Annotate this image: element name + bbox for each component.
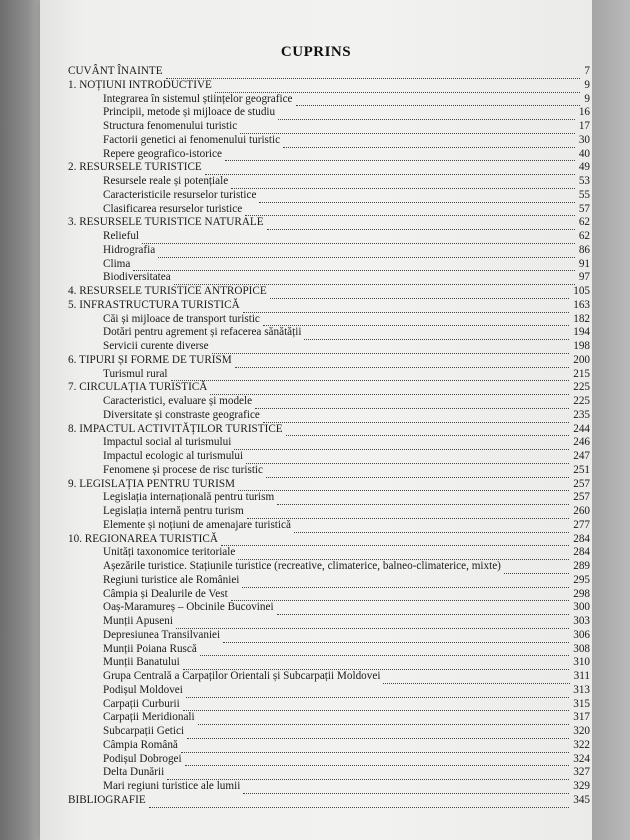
dot-leader	[133, 269, 575, 271]
toc-entry-label: Integrarea în sistemul științelor geografice	[103, 92, 293, 105]
toc-entry-label: Delta Dunării	[103, 766, 165, 779]
toc-entry-label: Munții Apuseni	[103, 615, 173, 627]
page-edge	[592, 0, 630, 840]
toc-chapter	[68, 355, 590, 369]
toc-entry-page-number: 55	[578, 188, 590, 201]
dot-leader	[210, 393, 569, 395]
toc-entry-page-number: 284	[573, 532, 590, 545]
toc-entry-label: Carpații Meridionali	[103, 711, 195, 724]
toc-subsection	[68, 492, 590, 506]
dot-leader	[205, 173, 575, 175]
toc-entry-label: Podișul Dobrogei	[103, 752, 182, 765]
dot-leader	[223, 641, 569, 643]
toc-entry-page-number: 16	[578, 106, 590, 119]
dot-leader	[240, 132, 575, 134]
toc-chapter	[68, 80, 590, 94]
dot-leader	[212, 352, 569, 354]
toc-entry-page-number: 251	[573, 463, 590, 476]
toc-entry-label: Hidrografia	[103, 243, 156, 256]
toc-subsection	[68, 506, 590, 520]
toc-subsection	[68, 94, 590, 108]
toc-entry-label: Resursele reale și potențiale	[103, 175, 229, 187]
toc-entry-page-number: 311	[573, 670, 590, 682]
toc-entry-label: Diversitate și constraste geografice	[103, 408, 260, 421]
toc-subsection	[68, 685, 590, 699]
toc-entry-label: 5. INFRASTRUCTURA TURISTICĂ	[68, 298, 240, 311]
dot-leader	[277, 503, 569, 505]
toc-entry-label: Servicii curente diverse	[103, 340, 209, 352]
toc-entry-label: Turismul rural	[103, 367, 168, 380]
toc-entry-page-number: 182	[573, 312, 590, 325]
toc-subsection	[68, 272, 590, 286]
toc-entry-label: Factorii genetici ai fenomenului turistic	[103, 133, 281, 146]
dot-leader	[270, 297, 569, 299]
toc-entry-label: Impactul ecologic al turismului	[103, 450, 244, 462]
toc-entry-page-number: 257	[573, 491, 590, 504]
toc-entry-label: 8. IMPACTUL ACTIVITĂȚILOR TURISTICE	[68, 422, 283, 435]
toc-entry-page-number: 225	[573, 381, 590, 394]
toc-entry-page-number: 284	[573, 546, 590, 559]
dot-leader	[231, 187, 575, 189]
dot-leader	[294, 531, 569, 533]
toc-subsection	[68, 740, 590, 754]
dot-leader	[286, 434, 569, 436]
dot-leader	[200, 654, 569, 656]
dot-leader	[259, 201, 575, 203]
toc-subsection	[68, 176, 590, 190]
toc-subsection	[68, 149, 590, 163]
toc-entry-page-number: 308	[573, 642, 590, 655]
toc-subsection	[68, 589, 590, 603]
dot-leader	[263, 324, 569, 326]
dot-leader	[142, 242, 575, 244]
dot-leader	[185, 764, 569, 766]
toc-entry-label: Legislația internă pentru turism	[103, 505, 244, 517]
toc-chapter	[68, 286, 590, 300]
toc-subsection	[68, 107, 590, 121]
dot-leader	[198, 723, 569, 725]
toc-entry-page-number: 300	[573, 601, 590, 614]
toc-subsection	[68, 575, 590, 589]
toc-entry-page-number: 97	[578, 271, 590, 284]
toc-entry-page-number: 91	[578, 257, 590, 270]
toc-entry-page-number: 215	[573, 367, 590, 380]
toc-chapter	[68, 534, 590, 548]
toc-entry-page-number: 345	[573, 793, 590, 806]
toc-entry-page-number: 62	[578, 230, 590, 242]
toc-entry-page-number: 53	[578, 175, 590, 187]
toc-chapter	[68, 795, 590, 809]
toc-entry-label: Subcarpații Getici	[103, 725, 185, 737]
toc-subsection	[68, 630, 590, 644]
toc-subsection	[68, 121, 590, 135]
toc-entry-page-number: 163	[573, 298, 590, 311]
table-of-contents	[68, 66, 590, 809]
toc-entry-page-number: 7	[584, 65, 590, 77]
toc-entry-page-number: 315	[573, 697, 590, 710]
toc-entry-label: Așezările turistice. Stațiunile turistice (recreative, climaterice, balneo-climaterice, mixte)	[103, 560, 501, 572]
toc-subsection	[68, 437, 590, 451]
toc-entry-label: Podișul Moldovei	[103, 683, 183, 696]
toc-subsection	[68, 190, 590, 204]
toc-subsection	[68, 204, 590, 218]
toc-entry-page-number: 306	[573, 628, 590, 641]
toc-subsection	[68, 259, 590, 273]
dot-leader	[247, 517, 569, 519]
page-title: CUPRINS	[280, 44, 352, 60]
dot-leader	[231, 599, 569, 601]
toc-entry-page-number: 329	[573, 780, 590, 792]
toc-entry-label: Biodiversitatea	[103, 271, 171, 284]
toc-entry-label: 9. LEGISLAȚIA PENTRU TURISM	[68, 477, 235, 490]
toc-chapter	[68, 300, 590, 314]
dot-leader	[242, 586, 569, 588]
toc-entry-page-number: 295	[573, 573, 590, 586]
dot-leader	[158, 256, 575, 258]
toc-subsection	[68, 314, 590, 328]
dot-leader	[296, 104, 580, 106]
toc-entry-page-number: 105	[573, 285, 590, 297]
toc-entry-label: 6. TIPURI ȘI FORME DE TURISM	[68, 353, 232, 366]
toc-entry-page-number: 289	[573, 560, 590, 572]
dot-leader	[235, 366, 569, 368]
toc-chapter	[68, 217, 590, 231]
toc-entry-page-number: 303	[573, 615, 590, 627]
dot-leader	[277, 613, 569, 615]
toc-subsection	[68, 602, 590, 616]
book-spine	[0, 0, 40, 840]
toc-entry-page-number: 324	[573, 752, 590, 765]
toc-subsection	[68, 754, 590, 768]
toc-chapter	[68, 66, 590, 80]
toc-entry-page-number: 17	[578, 120, 590, 132]
toc-entry-page-number: 310	[573, 656, 590, 669]
toc-subsection	[68, 451, 590, 465]
toc-entry-page-number: 320	[573, 725, 590, 737]
toc-subsection	[68, 726, 590, 740]
toc-entry-label: Regiuni turistice ale României	[103, 573, 240, 586]
toc-entry-label: Unități taxonomice teritoriale	[103, 546, 236, 559]
toc-entry-label: Caracteristici, evaluare și modele	[103, 395, 253, 407]
dot-leader	[221, 544, 569, 546]
toc-entry-label: Structura fenomenului turistic	[103, 120, 238, 132]
dot-leader	[383, 682, 570, 684]
toc-entry-page-number: 86	[578, 243, 590, 256]
toc-entry-page-number: 257	[573, 477, 590, 490]
toc-entry-page-number: 200	[573, 353, 590, 366]
toc-entry-label: Carpații Curburii	[103, 697, 180, 710]
toc-entry-page-number: 62	[578, 216, 590, 229]
toc-entry-page-number: 49	[578, 161, 590, 174]
toc-entry-label: Căi și mijloace de transport turistic	[103, 312, 260, 325]
toc-entry-label: Impactul social al turismului	[103, 436, 232, 449]
toc-entry-label: 1. NOȚIUNI INTRODUCTIVE	[68, 78, 212, 91]
toc-subsection	[68, 231, 590, 245]
dot-leader	[267, 228, 575, 230]
toc-subsection	[68, 561, 590, 575]
dot-leader	[243, 311, 569, 313]
toc-entry-label: Elemente și noțiuni de amenajare turistică	[103, 518, 291, 531]
dot-leader	[304, 338, 569, 340]
toc-entry-page-number: 30	[578, 133, 590, 146]
toc-entry-label: Legislația internațională pentru turism	[103, 491, 275, 504]
toc-subsection	[68, 465, 590, 479]
toc-entry-page-number: 313	[573, 683, 590, 696]
toc-entry-label: Relieful	[103, 230, 140, 242]
toc-entry-label: Principii, metode și mijloace de studiu	[103, 106, 276, 119]
dot-leader	[166, 77, 580, 79]
toc-entry-page-number: 246	[573, 436, 590, 449]
toc-entry-page-number: 9	[584, 92, 590, 105]
toc-entry-label: 7. CIRCULAȚIA TURISTICĂ	[68, 381, 208, 394]
toc-entry-label: Oaș-Maramureș – Obcinile Bucovinei	[103, 601, 274, 614]
dot-leader	[255, 407, 569, 409]
toc-entry-label: Repere geografico-istorice	[103, 147, 222, 160]
toc-chapter	[68, 162, 590, 176]
toc-chapter	[68, 479, 590, 493]
toc-subsection	[68, 547, 590, 561]
toc-entry-page-number: 198	[573, 340, 590, 352]
toc-subsection	[68, 245, 590, 259]
toc-subsection	[68, 644, 590, 658]
dot-leader	[181, 751, 569, 753]
toc-entry-label: 2. RESURSELE TURISTICE	[68, 161, 202, 174]
dot-leader	[504, 572, 569, 574]
toc-entry-label: Clasificarea resurselor turistice	[103, 202, 243, 215]
toc-entry-page-number: 235	[573, 408, 590, 421]
toc-entry-page-number: 57	[578, 202, 590, 215]
dot-leader	[186, 696, 569, 698]
toc-subsection	[68, 657, 590, 671]
dot-leader	[246, 462, 569, 464]
toc-entry-label: BIBLIOGRAFIE	[68, 793, 146, 806]
dot-leader	[225, 159, 575, 161]
toc-subsection	[68, 520, 590, 534]
toc-entry-label: CUVÂNT ÎNAINTE	[68, 65, 163, 77]
dot-leader	[176, 627, 569, 629]
dot-leader	[183, 709, 569, 711]
book-page	[40, 0, 592, 840]
dot-leader	[263, 421, 569, 423]
toc-entry-page-number: 322	[573, 738, 590, 751]
toc-subsection	[68, 410, 590, 424]
toc-entry-label: Dotări pentru agrement și refacerea sănătății	[103, 326, 302, 339]
dot-leader	[283, 146, 575, 148]
toc-entry-page-number: 317	[573, 711, 590, 724]
toc-subsection	[68, 781, 590, 795]
toc-entry-label: Câmpia Română	[103, 738, 178, 751]
dot-leader	[234, 448, 569, 450]
toc-entry-page-number: 194	[573, 326, 590, 339]
toc-entry-page-number: 225	[573, 395, 590, 407]
toc-entry-label: Caracteristicile resurselor turistice	[103, 188, 257, 201]
toc-subsection	[68, 369, 590, 383]
toc-entry-label: Munții Banatului	[103, 656, 180, 669]
toc-subsection	[68, 767, 590, 781]
toc-entry-label: Mari regiuni turistice ale lumii	[103, 780, 241, 792]
toc-entry-page-number: 260	[573, 505, 590, 517]
dot-leader	[171, 379, 569, 381]
dot-leader	[266, 476, 569, 478]
dot-leader	[238, 489, 569, 491]
toc-entry-page-number: 9	[584, 78, 590, 91]
toc-entry-page-number: 327	[573, 766, 590, 779]
toc-entry-page-number: 277	[573, 518, 590, 531]
dot-leader	[187, 737, 569, 739]
toc-entry-label: Fenomene și procese de risc turistic	[103, 463, 263, 476]
toc-entry-page-number: 40	[578, 147, 590, 160]
toc-entry-label: 10. REGIONAREA TURISTICĂ	[68, 532, 218, 545]
dot-leader	[245, 214, 575, 216]
toc-subsection	[68, 135, 590, 149]
toc-subsection	[68, 341, 590, 355]
toc-entry-page-number: 244	[573, 422, 590, 435]
toc-subsection	[68, 712, 590, 726]
toc-subsection	[68, 327, 590, 341]
toc-subsection	[68, 699, 590, 713]
toc-entry-label: Grupa Centrală a Carpaților Orientali și Subcarpații Moldovei	[103, 670, 381, 682]
toc-chapter	[68, 424, 590, 438]
dot-leader	[149, 806, 569, 808]
toc-entry-label: Câmpia și Dealurile de Vest	[103, 587, 228, 600]
toc-subsection	[68, 396, 590, 410]
toc-subsection	[68, 616, 590, 630]
toc-chapter	[68, 382, 590, 396]
dot-leader	[243, 792, 569, 794]
toc-subsection	[68, 671, 590, 685]
toc-entry-page-number: 298	[573, 587, 590, 600]
toc-entry-label: Munții Poiana Ruscă	[103, 642, 197, 655]
dot-leader	[278, 118, 575, 120]
toc-entry-label: Depresiunea Transilvaniei	[103, 628, 221, 641]
toc-entry-page-number: 247	[573, 450, 590, 462]
toc-entry-label: Clima	[103, 257, 131, 270]
toc-entry-label: 4. RESURSELE TURISTICE ANTROPICE	[68, 285, 267, 297]
toc-entry-label: 3. RESURSELE TURISTICE NATURALE	[68, 216, 264, 229]
